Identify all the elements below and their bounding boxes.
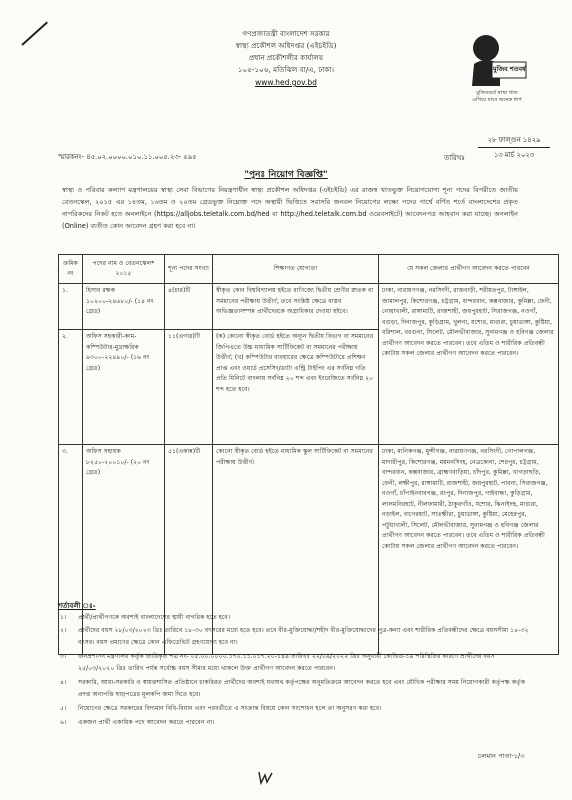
- col-header-districts: যে সকল জেলার প্রার্থীগণ আবেদন করতে পারবেন: [379, 255, 559, 284]
- condition-text: জনপ্রশাসন মন্ত্রণালয় কর্তৃক জারিকৃত পত্র নং- ০৫.০০.০০০০.১৭০.১১.০১৭.২০-১৪৯ তারিখঃ ২২/০৯/২০২২ খ্রিঃ অনুযায়ী কোভিড-১৯ পরিস্থিতির কারণে প্রার্থীদের বয়স ২৫/০৩/২০২০ খ্রিঃ তারিখ পর্যন্ত সর্বোচ্চ বয়স সীমার মধ্যে থাকলে উক্ত প্রার্থীগণ আবেদন করতে পারবেন।: [78, 653, 495, 672]
- condition-number: ৬।: [60, 719, 67, 726]
- cell-districts: ঢাকা, মানিকগঞ্জ, মুন্সীগঞ্জ, নারায়ণগঞ্জ, নরসিংদী, গোপালগঞ্জ, মাদারীপুর, কিশোরগঞ্জ, ময়মনসিংহ, নেত্রকোনা, শেরপুর, চট্টগ্রাম, বান্দরবান, কক্সবাজার, ব্রাহ্মণবাড়িয়া, চাঁদপুর, কুমিল্লা, খাগড়াছড়ি, ফেনী, লক্ষীপুর, রাঙ্গামাটি, রাজশাহী, জয়পুরহাট, পাবনা, সিরাজগঞ্জ, নওগাঁ, চাঁপাইনবাবগঞ্জ, রংপুর, দিনাজপুর, গাইবান্ধা, কুড়িগ্রাম, লালমনিরহাট, নীলফামারী, ঠাকুরগাঁও, যশোর, ঝিনাইদহ, মাগুরা, নড়াইল, বাগেরহাট, সাতক্ষীরা, চুয়াডাঙ্গা, কুষ্টিয়া, মেহেরপুর, পটুয়াখালী, সিলেট, মৌলভীবাজার, সুনামগঞ্জ ও হবিগঞ্জ জেলার প্রার্থীগণ আবেদন করতে পারবেন। তবে এতিম ও শারীরিক প্রতিবন্ধী কোটায় সকল জেলার প্রার্থীগণ আবেদন করতে পারবেন।: [379, 445, 559, 655]
- cell-sl: ২.: [59, 330, 83, 445]
- condition-number: ২।: [60, 627, 67, 634]
- cell-qualification: কোনো স্বীকৃত বোর্ড হইতে মাধ্যমিক স্কুল সার্টিফিকেট বা সমমানের পরীক্ষায় উত্তীর্ণ।: [213, 445, 379, 655]
- condition-number: ৪।: [60, 679, 67, 686]
- intro-paragraph: স্বাস্থ্য ও পরিবার কল্যাণ মন্ত্রণালয়ের স্বাস্থ্য সেবা বিভাগের নিয়ন্ত্রণাধীন স্বাস্থ্য প্রকৌশল অধিদপ্তর (এইচইডি) এর রাজস্ব খাতভুক্ত নিয়োগযোগ্য শূন্য পদের বিপরীতে জাতীয় বেতনস্কেল, ২০১৫ এর ১৪তম, ১৬তম ও ২০তম গ্রেডভুক্ত নিম্নোক্ত পদে অস্থায়ী ভিত্তিতে সরাসরি জনবল নিয়োগের লক্ষ্যে পদের পার্শ্বে বর্ণিত শর্তে বাংলাদেশের প্রকৃত নাগরিকদের নিকট হতে অনলাইনে (https://alljobs.teletalk.com.bd/hed বা http://hed.teletalk.com.bd ওয়েবসাইটে) আবেদনপত্র আহবান করা যাচ্ছে। অনলাইন (Online) ব্যতীত কোন আবেদন গ্রহণ করা হবে না।: [62, 186, 518, 230]
- date-box: [478, 133, 550, 162]
- condition-item: [60, 677, 530, 701]
- condition-item: [60, 651, 530, 675]
- condition-item: [60, 612, 530, 624]
- condition-number: ১।: [60, 614, 67, 621]
- condition-text: সরকারি, আধা-সরকারি ও স্বায়ত্তশাসিত প্রতিষ্ঠানে চাকরিরত প্রার্থীদের অবশ্যই যথাযথ কর্তৃপক্ষের অনুমতিক্রমে আবেদন করতে হবে এবং মৌখিক পরীক্ষার সময় নিয়োগকারী কর্তৃপক্ষ কর্তৃক প্রদত্ত অনাপত্তি ছাড়পত্রের মূলকপি জমা দিতে হবে।: [78, 679, 526, 698]
- conditions-title: শর্তাবলী ঃ-: [58, 602, 96, 610]
- date-label: তারিখঃ: [444, 154, 465, 162]
- logo-caption: [452, 90, 542, 104]
- table-row: [59, 284, 559, 330]
- cell-count: ১১(এগার)টি: [165, 330, 213, 445]
- col-header-sl: ক্রমিক নং: [59, 255, 83, 284]
- logo-caption-line1: মুজিববর্ষে স্বাস্থ্য খাত: [476, 90, 518, 96]
- condition-text: প্রার্থীদের বয়স ২৮/০৩/২০২৩ খ্রিঃ তারিখে ১৮-৩০ বৎসরের মধ্যে হতে হবে। তবে বীর-মুক্তিযোদ্ধা/শহীদ বীর-মুক্তিযোদ্ধাদের পুত্র-কন্যা এবং শারীরিক প্রতিবন্ধীদের ক্ষেত্রে বয়সসীমা ১৮-৩২ বৎসর। বয়স প্রমাণের ক্ষেত্রে কোন এফিডেভিট গ্রহণযোগ্য হবে না।: [78, 627, 529, 646]
- header-govt: গণপ্রজাতন্ত্রী বাংলাদেশ সরকার: [242, 29, 330, 38]
- header-office: প্রধান প্রকৌশলীর কার্যালয়: [248, 53, 324, 62]
- col-header-qualification: শিক্ষাগত যোগ্যতা: [213, 255, 379, 284]
- header-department: স্বাস্থ্য প্রকৌশল অধিদপ্তর (এইচইডি): [235, 41, 337, 50]
- condition-text: প্রার্থী/প্রার্থীগণকে অবশ্যই বাংলাদেশের স্থায়ী নাগরিক হতে হবে।: [78, 614, 231, 621]
- cell-count: ৪(চার)টি: [165, 284, 213, 330]
- condition-text: নিয়োগের ক্ষেত্রে সরকারের বিদ্যমান বিধি-বিধান এবং পরবর্তীতে এ সংক্রান্ত বিষয়ে কোন সংশোধন হলে তা অনুসরণ করা হবে।: [78, 705, 382, 712]
- table-header-row: [59, 255, 559, 284]
- cell-post: হিসাব রক্ষক ১০২০০-২৪৬৮০/- (১৪ নং গ্রেড): [83, 284, 165, 330]
- jobs-table: [58, 254, 559, 655]
- website-link[interactable]: www.hed.gov.bd: [255, 78, 317, 87]
- logo-text: মুজিব শতবর্ষ: [493, 65, 526, 73]
- memo-ref: স্মারকনং- ৪৫.০২.০০০০.০১০.১১.০০৫.২৩- ৫৯৫: [58, 153, 197, 161]
- mujib-logo: [466, 28, 528, 90]
- header-address: ১০৫-১০৬, মতিঝিল বা/এ, ঢাকা।: [237, 65, 335, 74]
- logo-caption-line2: এগিয়ে যাবে অনেক ধাপ: [472, 97, 522, 103]
- condition-item: [60, 625, 530, 649]
- cell-post: অফিস সহকারী-কাম-কম্পিউটার-মুদ্রাক্ষরিক ৯৩০০-২২৪৯০/- (১৬ নং গ্রেড): [83, 330, 165, 445]
- page-indicator: চলমান পাতা-১/৩: [478, 752, 525, 760]
- col-header-count: শূন্য পদের সংখ্যা: [165, 255, 213, 284]
- date-english: ১৩ মার্চ ২০২৩: [478, 147, 550, 162]
- condition-number: ৩।: [60, 653, 67, 660]
- condition-item: [60, 703, 530, 715]
- cell-count: ৫১(একান্ন)টি: [165, 445, 213, 655]
- signature-mark: [256, 770, 274, 786]
- cell-post: অফিস সহায়ক ৮২৫০-২০০১০/- (২০ নং গ্রেড): [83, 445, 165, 655]
- date-bangla: ২৮ ফাল্গুন ১৪২৯: [487, 136, 541, 144]
- notice-title: "পুনঃ নিয়োগ বিজ্ঞপ্তি": [244, 170, 328, 180]
- condition-text: একজন প্রার্থী একাধিক পদে আবেদন করতে পারবেন না।: [78, 719, 215, 726]
- cell-sl: ১.: [59, 284, 83, 330]
- cell-sl: ৩.: [59, 445, 83, 655]
- condition-item: [60, 717, 530, 729]
- cell-qualification: স্বীকৃত কোন বিশ্ববিদ্যালয় হইতে বাণিজ্যে দ্বিতীয় শ্রেণীর স্নাতক বা সমমানের পরীক্ষায় উত্তীর্ণ; তবে সংশ্লিষ্ট ক্ষেত্রে বাস্তব অভিজ্ঞতাসম্পন্ন প্রার্থীদেরকে অগ্রাধিকার দেওয়া হইবে।: [213, 284, 379, 330]
- cell-districts: ঢাকা, নারায়ণগঞ্জ, নরসিংদী, রাজবাড়ী, শরীয়তপুর, টাঙ্গাইল, জামালপুর, কিশোরগঞ্জ, চট্টগ্রাম, বান্দরবান, কক্সবাজার, কুমিল্লা, ফেনী, নোয়াখালী, রাঙ্গামাটি, রাজশাহী, জয়পুরহাট, সিরাজগঞ্জ, নওগাঁ, বগুড়া, দিনাজপুর, কুড়িগ্রাম, খুলনা, যশোর, মাগুরা, চুয়াডাঙ্গা, কুষ্টিয়া, বরিশাল, বরগুনা, সিলেট, মৌলভীবাজার, সুনামগঞ্জ ও হবিগঞ্জ জেলার প্রার্থীগণ আবেদন করতে পারবেন। তবে এতিম ও শারীরিক প্রতিবন্ধী কোটায় সকল জেলার প্রার্থীগণ আবেদন করতে পারবেন।: [379, 284, 559, 445]
- cell-qualification: (ক) কোনো স্বীকৃত বোর্ড হইতে অন্যূন দ্বিতীয় বিভাগ বা সমমানের জিপিএতে উচ্চ মাধ্যমিক সার্টিফিকেট বা সমমানের পরীক্ষায় উত্তীর্ণ; (খ) কম্পিউটার ব্যবহারের ক্ষেত্রে কম্পিউটারে প্রশিক্ষণ প্রাপ্ত এবং ওয়ার্ড প্রসেসিং/ডাটা এন্ট্রি টাইপিং এর সর্বনিম্ন গতি প্রতি মিনিটে বাংলায় সর্বনিম্ন ২০ শব্দ এবং ইংরেজিতে সর্বনিম্ন ২০ শব্দ হতে হবে।: [213, 330, 379, 445]
- condition-number: ৫।: [60, 705, 67, 712]
- col-header-post: পদের নাম ও বেতনস্কেল* ২০১৫: [83, 255, 165, 284]
